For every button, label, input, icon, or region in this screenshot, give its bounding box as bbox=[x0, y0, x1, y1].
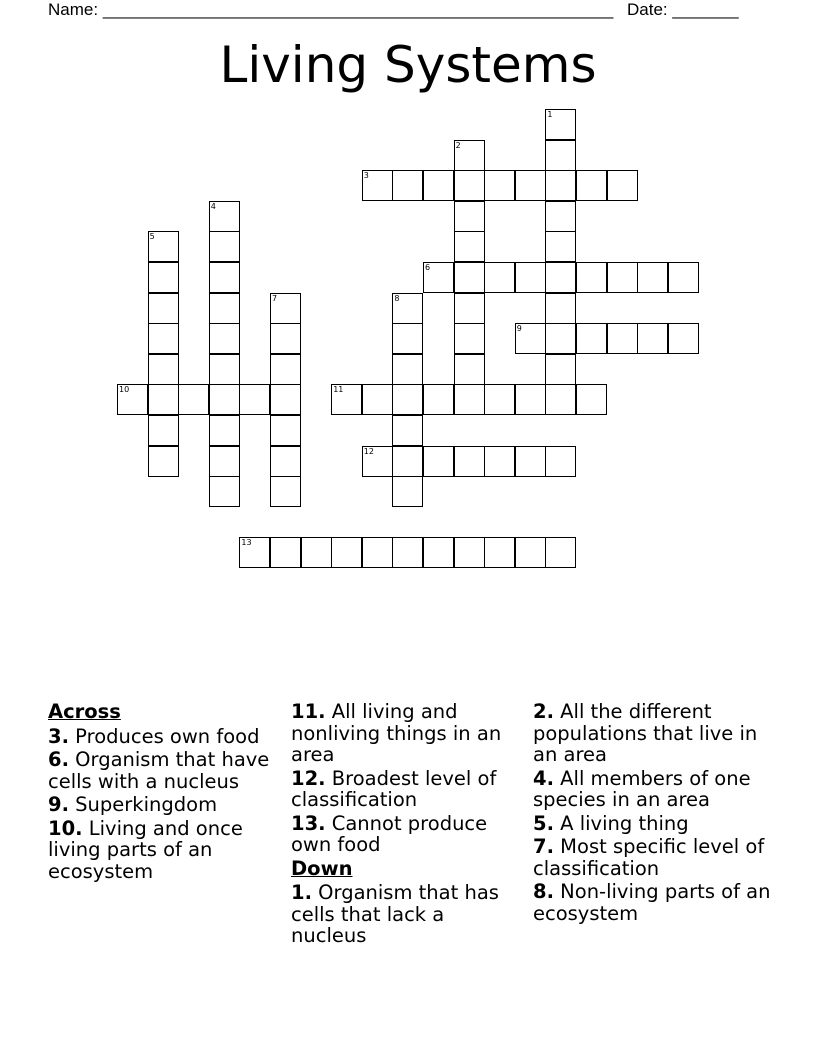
grid-cell[interactable] bbox=[331, 384, 362, 415]
grid-cell[interactable] bbox=[148, 323, 179, 354]
grid-cell[interactable] bbox=[545, 170, 576, 201]
grid-cell[interactable] bbox=[423, 384, 454, 415]
clue-item-text: Non-living parts of an ecosystem bbox=[533, 880, 771, 925]
clue-item bbox=[533, 768, 773, 811]
clue-item bbox=[533, 813, 773, 835]
grid-cell[interactable] bbox=[392, 170, 423, 201]
grid-cell[interactable] bbox=[392, 293, 423, 324]
grid-cell[interactable] bbox=[454, 201, 485, 232]
grid-cell[interactable] bbox=[545, 384, 576, 415]
grid-cell[interactable] bbox=[270, 476, 301, 507]
grid-cell[interactable] bbox=[392, 476, 423, 507]
grid-cell[interactable] bbox=[209, 201, 240, 232]
clue-item-number: 10. bbox=[48, 816, 83, 840]
grid-cell[interactable] bbox=[209, 446, 240, 477]
grid-cell[interactable] bbox=[270, 384, 301, 415]
clue-item bbox=[533, 881, 773, 924]
clue-item bbox=[48, 818, 278, 883]
grid-cell[interactable] bbox=[545, 354, 576, 385]
grid-cell[interactable] bbox=[545, 323, 576, 354]
clue-item bbox=[533, 836, 773, 879]
clue-item-text: All the different populations that live in an area bbox=[533, 700, 758, 766]
grid-cell[interactable] bbox=[545, 231, 576, 262]
clue-number: 6 bbox=[425, 263, 431, 272]
grid-cell[interactable] bbox=[301, 537, 332, 568]
clue-number: 3 bbox=[363, 171, 369, 181]
grid-cell[interactable] bbox=[148, 446, 179, 477]
grid-cell[interactable] bbox=[545, 293, 576, 324]
grid-cell[interactable] bbox=[576, 170, 607, 201]
clue-item-number: 11. bbox=[291, 700, 326, 723]
clue-item-number: 5. bbox=[533, 811, 554, 835]
clue-item-text: Cannot produce own food bbox=[291, 811, 488, 856]
grid-cell[interactable] bbox=[484, 262, 515, 293]
grid-cell[interactable] bbox=[209, 293, 240, 324]
grid-cell[interactable] bbox=[576, 323, 607, 354]
grid-cell[interactable] bbox=[148, 354, 179, 385]
grid-cell[interactable] bbox=[454, 384, 485, 415]
grid-cell[interactable] bbox=[209, 415, 240, 446]
grid-cell[interactable] bbox=[362, 170, 393, 201]
grid-cell[interactable] bbox=[637, 262, 668, 293]
grid-cell[interactable] bbox=[209, 476, 240, 507]
grid-cell[interactable] bbox=[545, 140, 576, 171]
grid-cell[interactable] bbox=[484, 446, 515, 477]
grid-cell[interactable] bbox=[607, 170, 638, 201]
grid-cell[interactable] bbox=[270, 415, 301, 446]
grid-cell[interactable] bbox=[484, 170, 515, 201]
clue-item-number: 13. bbox=[291, 811, 326, 835]
clue-item-text: Most specific level of classification bbox=[533, 835, 765, 880]
clue-item-text: A living thing bbox=[553, 811, 689, 835]
clue-item bbox=[533, 701, 773, 766]
clue-item bbox=[48, 794, 278, 816]
grid-cell[interactable] bbox=[392, 354, 423, 385]
grid-cell[interactable] bbox=[392, 384, 423, 415]
clue-item-text: Organism that have cells with a nucleus bbox=[48, 748, 270, 793]
grid-cell[interactable] bbox=[148, 231, 179, 262]
grid-cell[interactable] bbox=[209, 384, 240, 415]
grid-cell[interactable] bbox=[423, 262, 454, 293]
clue-number: 9 bbox=[516, 324, 522, 334]
grid-cell[interactable] bbox=[362, 384, 393, 415]
grid-cell[interactable] bbox=[454, 354, 485, 385]
grid-cell[interactable] bbox=[454, 231, 485, 262]
grid-cell[interactable] bbox=[515, 323, 546, 354]
clue-item-text: Superkingdom bbox=[68, 793, 218, 816]
grid-cell[interactable] bbox=[668, 323, 699, 354]
grid-cell[interactable] bbox=[454, 170, 485, 201]
grid-cell[interactable] bbox=[148, 384, 179, 415]
grid-cell[interactable] bbox=[362, 446, 393, 477]
name-line[interactable]: ______________________________________________________ bbox=[102, 0, 614, 19]
grid-cell[interactable] bbox=[545, 109, 576, 140]
clue-item bbox=[291, 882, 523, 947]
clue-number: 7 bbox=[272, 293, 278, 303]
clue-item bbox=[48, 749, 278, 792]
grid-cell[interactable] bbox=[545, 201, 576, 232]
grid-cell[interactable] bbox=[545, 446, 576, 477]
clue-number: 11 bbox=[333, 385, 344, 395]
clue-number: 12 bbox=[363, 446, 374, 456]
grid-cell[interactable] bbox=[484, 384, 515, 415]
grid-cell[interactable] bbox=[209, 323, 240, 354]
grid-cell[interactable] bbox=[148, 262, 179, 293]
grid-cell[interactable] bbox=[392, 537, 423, 568]
grid-cell[interactable] bbox=[392, 446, 423, 477]
page-title: Living Systems bbox=[219, 36, 597, 94]
clue-item-number: 1. bbox=[291, 881, 312, 904]
clue-item-number: 12. bbox=[291, 766, 326, 790]
clue-item bbox=[48, 726, 278, 748]
grid-cell[interactable] bbox=[515, 262, 546, 293]
grid-cell[interactable] bbox=[117, 384, 148, 415]
grid-cell[interactable] bbox=[331, 537, 362, 568]
grid-cell[interactable] bbox=[607, 323, 638, 354]
clue-number: 13 bbox=[241, 538, 252, 548]
clue-item-number: 9. bbox=[48, 793, 69, 816]
clue-item-number: 3. bbox=[48, 724, 69, 748]
grid-cell[interactable] bbox=[515, 446, 546, 477]
grid-cell[interactable] bbox=[423, 446, 454, 477]
grid-cell[interactable] bbox=[270, 354, 301, 385]
grid-cell[interactable] bbox=[362, 537, 393, 568]
grid-cell[interactable] bbox=[454, 140, 485, 171]
clue-item-text: Broadest level of classification bbox=[291, 766, 497, 811]
grid-cell[interactable] bbox=[178, 384, 209, 415]
grid-cell[interactable] bbox=[454, 323, 485, 354]
grid-cell[interactable] bbox=[270, 537, 301, 568]
clue-item-number: 4. bbox=[533, 766, 554, 790]
clue-item-text: Organism that has cells that lack a nucleus bbox=[291, 881, 499, 947]
date-label: Date: bbox=[627, 0, 668, 19]
clue-number: 2 bbox=[455, 140, 461, 150]
grid-cell[interactable] bbox=[545, 262, 576, 293]
grid-cell[interactable] bbox=[423, 537, 454, 568]
grid-cell[interactable] bbox=[515, 537, 546, 568]
grid-cell[interactable] bbox=[454, 262, 485, 293]
grid-cell[interactable] bbox=[392, 323, 423, 354]
grid-cell[interactable] bbox=[270, 446, 301, 477]
grid-cell[interactable] bbox=[454, 446, 485, 477]
clue-item bbox=[291, 768, 523, 811]
grid-cell[interactable] bbox=[209, 231, 240, 262]
grid-cell[interactable] bbox=[484, 537, 515, 568]
grid-cell[interactable] bbox=[239, 384, 270, 415]
clue-number: 10 bbox=[119, 385, 130, 395]
grid-cell[interactable] bbox=[209, 354, 240, 385]
clues-column-1 bbox=[48, 701, 278, 884]
grid-cell[interactable] bbox=[270, 323, 301, 354]
grid-cell[interactable] bbox=[454, 293, 485, 324]
grid-cell[interactable] bbox=[545, 537, 576, 568]
grid-cell[interactable] bbox=[423, 170, 454, 201]
grid-cell[interactable] bbox=[392, 415, 423, 446]
clues-column-2 bbox=[291, 701, 523, 949]
grid-cell[interactable] bbox=[515, 170, 546, 201]
section-heading-across: Across bbox=[48, 700, 121, 723]
clue-number: 1 bbox=[547, 110, 553, 119]
clue-item-number: 8. bbox=[533, 880, 554, 903]
grid-cell[interactable] bbox=[270, 293, 301, 324]
clue-item bbox=[291, 701, 523, 766]
grid-cell[interactable] bbox=[239, 537, 270, 568]
clue-item-number: 6. bbox=[48, 748, 69, 771]
clue-item-text: Living and once living parts of an ecosystem bbox=[48, 816, 243, 883]
clue-item-number: 7. bbox=[533, 835, 554, 858]
name-label: Name: bbox=[48, 0, 99, 19]
grid-cell[interactable] bbox=[668, 262, 699, 293]
grid-cell[interactable] bbox=[454, 537, 485, 568]
clue-item-text: Produces own food bbox=[68, 724, 260, 748]
clue-item-number: 2. bbox=[533, 700, 554, 723]
grid-cell[interactable] bbox=[576, 384, 607, 415]
clue-number: 4 bbox=[210, 201, 216, 211]
clue-item-text: All members of one species in an area bbox=[533, 766, 751, 811]
grid-cell[interactable] bbox=[637, 323, 668, 354]
grid-cell[interactable] bbox=[148, 293, 179, 324]
clue-number: 8 bbox=[394, 293, 400, 303]
clues-column-3 bbox=[533, 701, 773, 926]
section-heading-down: Down bbox=[291, 856, 353, 880]
date-line[interactable]: _______ bbox=[672, 0, 739, 19]
grid-cell[interactable] bbox=[607, 262, 638, 293]
grid-cell[interactable] bbox=[148, 415, 179, 446]
grid-cell[interactable] bbox=[209, 262, 240, 293]
clue-item bbox=[291, 813, 523, 856]
grid-cell[interactable] bbox=[576, 262, 607, 293]
clue-item-text: All living and nonliving things in an area bbox=[291, 700, 502, 766]
clue-number: 5 bbox=[149, 232, 155, 242]
grid-cell[interactable] bbox=[515, 384, 546, 415]
